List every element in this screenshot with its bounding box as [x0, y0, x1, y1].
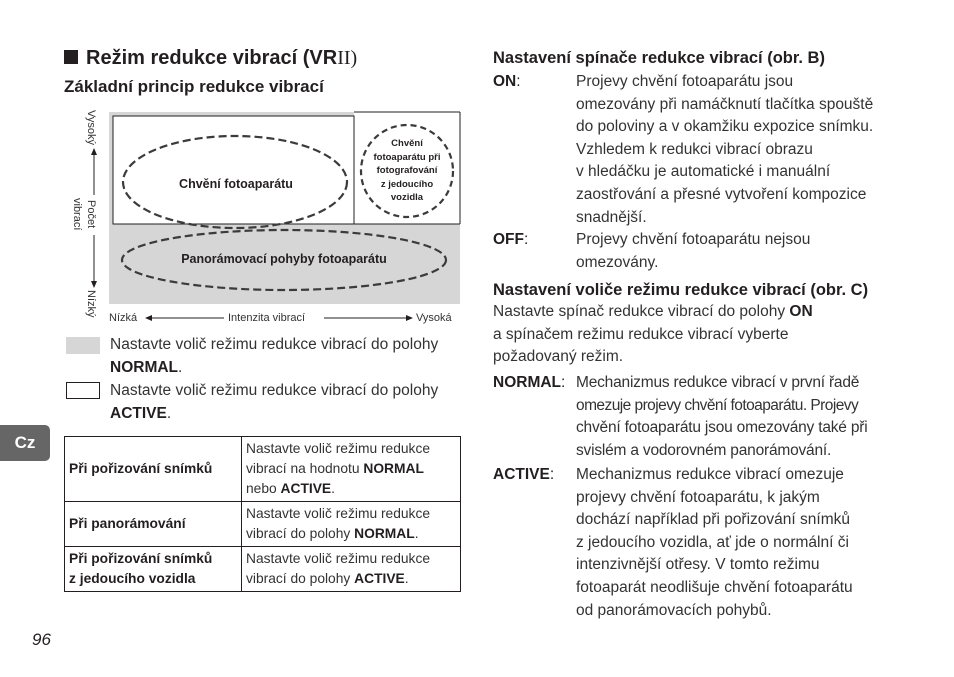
legend-swatch-active [66, 382, 100, 399]
on-term: ON: [493, 73, 521, 90]
legend-normal: Nastavte volič režimu redukce vibrací do polohy NORMAL. [110, 336, 439, 376]
selector-intro: Nastavte spínač redukce vibrací do polohy ON a spínačem režimu redukce vibrací vyberte požadovaný režim. [493, 303, 813, 366]
circle-label-line-2: fotoaparátu při [373, 152, 441, 163]
on-description: Projevy chvění fotoaparátu jsou omezovány při namáčknutí tlačítka spouště do poloviny a v okamžiku expozice snímku. Vzhledem k redukci vibrací obrazu v hledáčku je automatické i manuální zaostřování a přesné vytvoření kompozice snadnější. [576, 73, 874, 226]
y-axis-label-2: vibrací [71, 198, 83, 231]
square-bullet-icon [64, 50, 78, 64]
normal-term: NORMAL: [493, 374, 566, 391]
circle-label-line-3: fotografování [376, 165, 438, 176]
legend-swatch-normal [66, 337, 100, 354]
ellipse-camera-label: Chvění fotoaparátu [179, 177, 293, 191]
upper-left-box [113, 116, 354, 224]
table-row [65, 437, 461, 502]
table-cell-situation: Při pořizování snímků [65, 437, 242, 502]
circle-label-line-5: vozidla [390, 192, 424, 203]
subsection-heading: Základní princip redukce vibrací [64, 77, 324, 96]
table-row [65, 547, 461, 592]
x-axis-left-label: Nízká [109, 312, 138, 324]
table-cell-setting: Nastavte volič režimu redukce vibrací do polohy NORMAL. [242, 502, 461, 547]
section-heading: Režim redukce vibrací (VRII) [64, 47, 357, 70]
page-number: 96 [32, 630, 51, 649]
active-term: ACTIVE: [493, 466, 555, 483]
language-tab: Cz [0, 425, 50, 461]
mode-table [64, 436, 461, 592]
x-axis-label: Intenzita vibrací [228, 312, 306, 324]
x-axis-right-label: Vysoká [416, 312, 452, 324]
vibration-diagram [60, 104, 464, 332]
table-cell-situation: Při pořizování snímků z jedoucího vozidla [65, 547, 242, 592]
y-axis-label-1: Počet [85, 200, 97, 229]
y-axis-bottom-label: Nízký [85, 290, 97, 318]
switch-heading: Nastavení spínače redukce vibrací (obr. B) [493, 49, 825, 67]
table-row [65, 502, 461, 547]
table-cell-setting: Nastavte volič režimu redukce vibrací do polohy ACTIVE. [242, 547, 461, 592]
legend-active: Nastavte volič režimu redukce vibrací do polohy ACTIVE. [110, 382, 439, 422]
circle-label-line-4: z jedoucího [380, 179, 434, 190]
normal-description: Mechanizmus redukce vibrací v první řadě omezuje projevy chvění fotoaparátu. Projevy chvění fotoaparátu jsou omezovány také při svislém a vodorovném panorámování. [576, 374, 868, 459]
circle-label-line-1: Chvění [391, 138, 423, 149]
table-cell-setting: Nastavte volič režimu redukce vibrací na hodnotu NORMAL nebo ACTIVE. [242, 437, 461, 502]
active-description: Mechanizmus redukce vibrací omezuje projevy chvění fotoaparátu, k jakým dochází například při pořizování snímků z jedoucího vozidla, ať jde o normální či intenzivnější otřesy. V tomto režimu fotoaparát neodlišuje chvění fotoaparátu od panorámovacích pohybů. [576, 466, 853, 619]
selector-heading: Nastavení voliče režimu redukce vibrací (obr. C) [493, 281, 869, 299]
y-axis-top-label: Vysoký [85, 110, 97, 146]
table-cell-situation: Při panorámování [65, 502, 242, 547]
ellipse-pan-label: Panorámovací pohyby fotoaparátu [181, 252, 387, 266]
off-term: OFF: [493, 231, 529, 248]
off-description: Projevy chvění fotoaparátu nejsou omezovány. [576, 231, 811, 271]
